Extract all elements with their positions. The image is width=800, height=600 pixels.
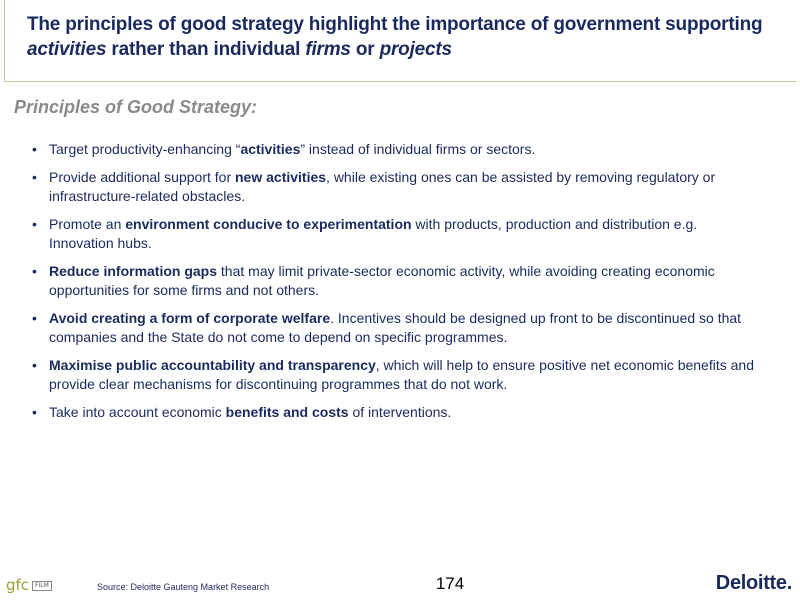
film-badge: FILM (32, 581, 52, 591)
title-emphasis-activities: activities (27, 39, 107, 60)
gfc-logo (6, 576, 52, 594)
list-item: • Reduce information gaps that may limit private-sector economic activity, while avoiding creating economic opportunities for some firms and not others. (30, 262, 760, 301)
title-box (4, 0, 796, 82)
source-note: Source: Deloitte Gauteng Market Research (97, 582, 270, 592)
title-emphasis-firms: firms (305, 39, 351, 60)
title-emphasis-projects: projects (379, 39, 452, 60)
title-text-3: or (355, 39, 375, 60)
title-text-2: rather than individual (111, 39, 301, 60)
list-item: • Provide additional support for new activities, while existing ones can be assisted by removing regulatory or infrastructure-related obstacles. (30, 168, 760, 207)
page-number: 174 (435, 574, 465, 593)
deloitte-logo: Deloitte. (715, 572, 792, 594)
list-item: • Promote an environment conducive to experimentation with products, production and distribution e.g. Innovation hubs. (30, 215, 760, 254)
gfc-logo-text: gfc (6, 576, 30, 594)
list-item: • Avoid creating a form of corporate welfare. Incentives should be designed up front to be discontinued so that companies and the State do not come to depend on specific programmes. (30, 309, 760, 348)
slide-title (27, 12, 787, 62)
title-text-1: The principles of good strategy highlight the importance of government supporting (27, 14, 763, 35)
list-item: • Take into account economic benefits and costs of interventions. (30, 403, 760, 423)
principles-list (30, 140, 760, 430)
list-item: • Target productivity-enhancing “activities” instead of individual firms or sectors. (30, 140, 760, 160)
list-item: • Maximise public accountability and transparency, which will help to ensure positive net economic benefits and provide clear mechanisms for discontinuing programmes that do not work. (30, 356, 760, 395)
section-subtitle: Principles of Good Strategy: (14, 97, 258, 117)
